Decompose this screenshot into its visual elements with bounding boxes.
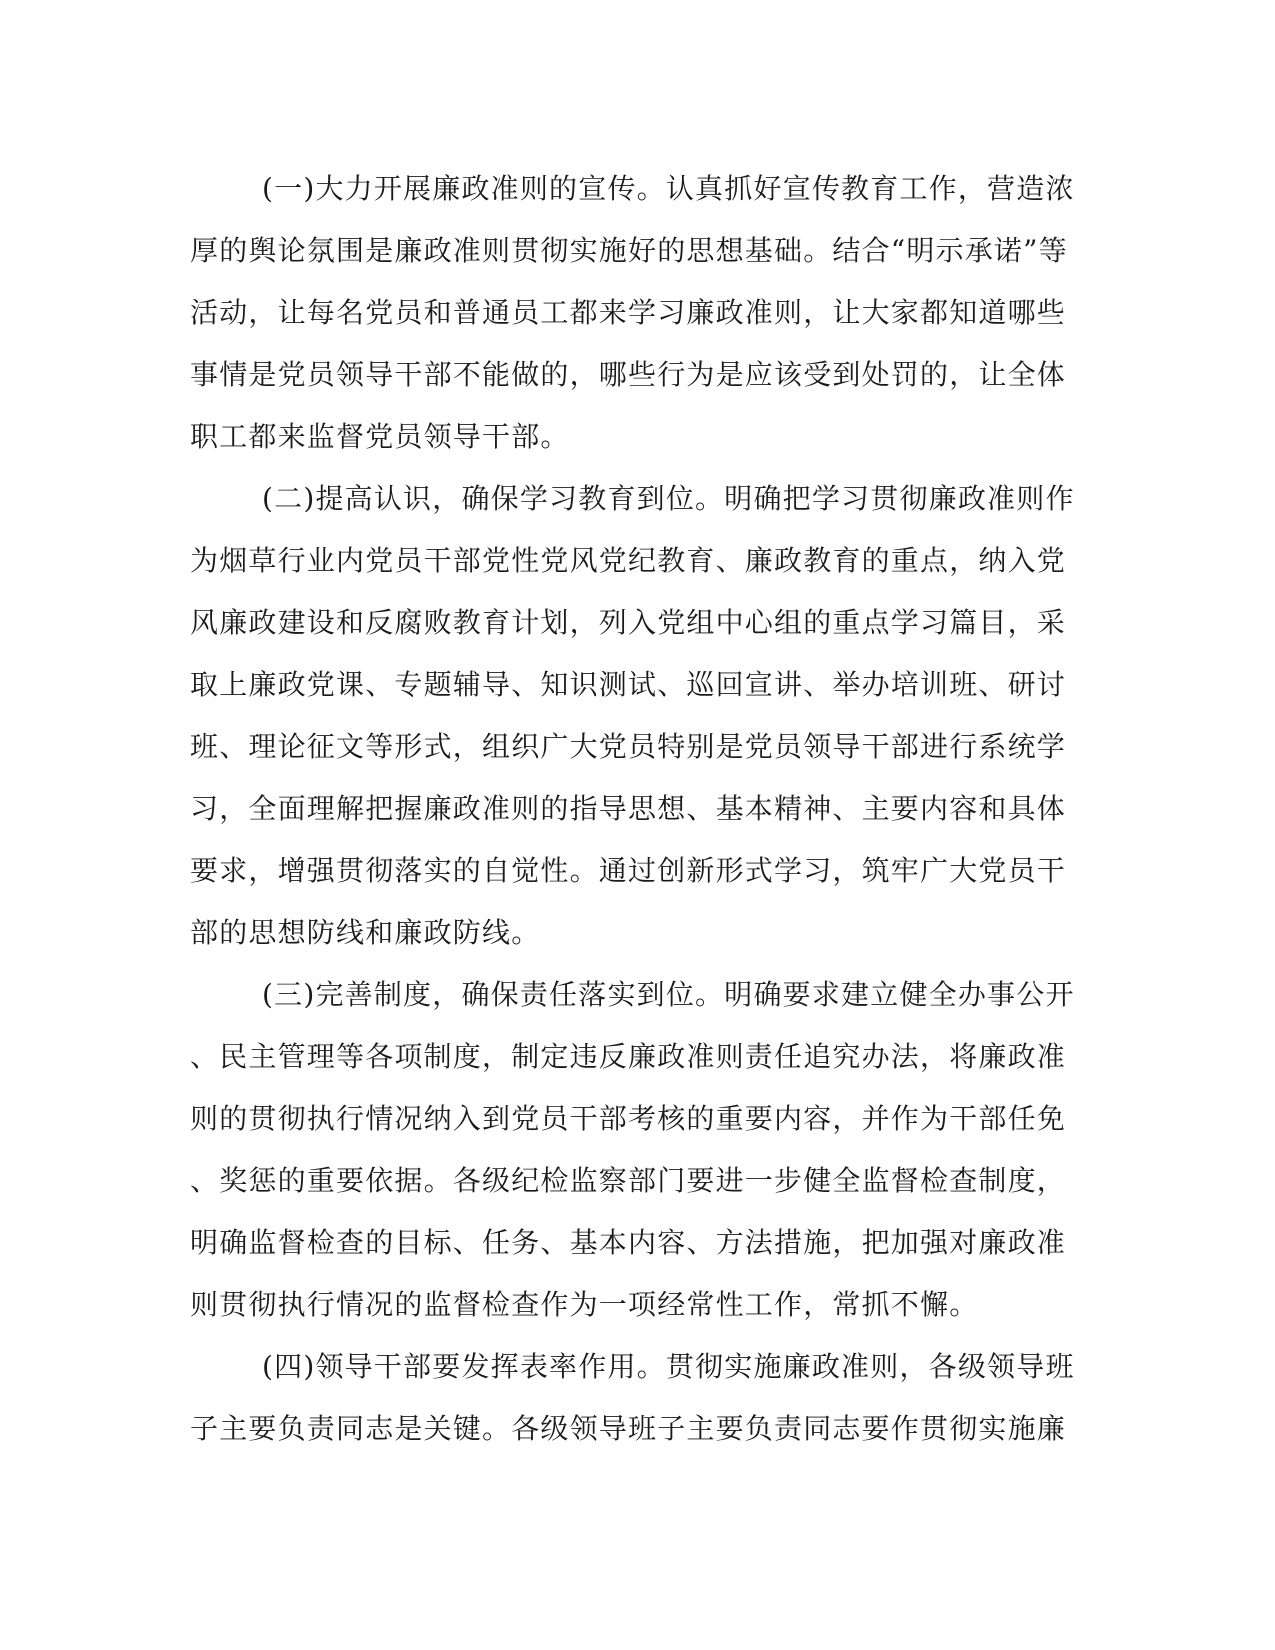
paragraph-line: 子主要负责同志是关键。各级领导班子主要负责同志要作贯彻实施廉 (190, 1412, 1067, 1445)
paragraph-line: 明确监督检查的目标、任务、基本内容、方法措施，把加强对廉政准 (190, 1226, 1067, 1259)
paragraph-line: 部的思想防线和廉政防线。 (190, 916, 541, 949)
paragraph-line: 为烟草行业内党员干部党性党风党纪教育、廉政教育的重点，纳入党 (190, 544, 1067, 577)
paragraph-line: 则贯彻执行情况的监督检查作为一项经常性工作，常抓不懈。 (190, 1288, 979, 1321)
paragraph-first-line: (一)大力开展廉政准则的宣传。认真抓好宣传教育工作，营造浓 (262, 172, 1075, 205)
paragraph-line: 厚的舆论氛围是廉政准则贯彻实施好的思想基础。结合“明示承诺”等 (190, 234, 1068, 267)
paragraph-first-line: (三)完善制度，确保责任落实到位。明确要求建立健全办事公开 (262, 978, 1075, 1011)
paragraph-line: 事情是党员领导干部不能做的，哪些行为是应该受到处罚的，让全体 (190, 358, 1067, 391)
paragraph-line: 职工都来监督党员领导干部。 (190, 420, 570, 453)
paragraph-line: 取上廉政党课、专题辅导、知识测试、巡回宣讲、举办培训班、研讨 (190, 668, 1067, 701)
paragraph-line: 要求，增强贯彻落实的自觉性。通过创新形式学习，筑牢广大党员干 (190, 854, 1067, 887)
paragraph-line: 、奖惩的重要依据。各级纪检监察部门要进一步健全监督检查制度， (190, 1164, 1067, 1197)
paragraph-line: 班、理论征文等形式，组织广大党员特别是党员领导干部进行系统学 (190, 730, 1067, 763)
paragraph-first-line: (二)提高认识，确保学习教育到位。明确把学习贯彻廉政准则作 (262, 482, 1075, 515)
paragraph-line: 活动，让每名党员和普通员工都来学习廉政准则，让大家都知道哪些 (190, 296, 1067, 329)
paragraph-line: 则的贯彻执行情况纳入到党员干部考核的重要内容，并作为干部任免 (190, 1102, 1067, 1135)
paragraph-line: 、民主管理等各项制度，制定违反廉政准则责任追究办法，将廉政准 (190, 1040, 1067, 1073)
paragraph-line: 风廉政建设和反腐败教育计划，列入党组中心组的重点学习篇目，采 (190, 606, 1067, 639)
paragraph-first-line: (四)领导干部要发挥表率作用。贯彻实施廉政准则，各级领导班 (262, 1350, 1075, 1383)
document-body (190, 158, 1075, 1460)
paragraph-line: 习，全面理解把握廉政准则的指导思想、基本精神、主要内容和具体 (190, 792, 1067, 825)
